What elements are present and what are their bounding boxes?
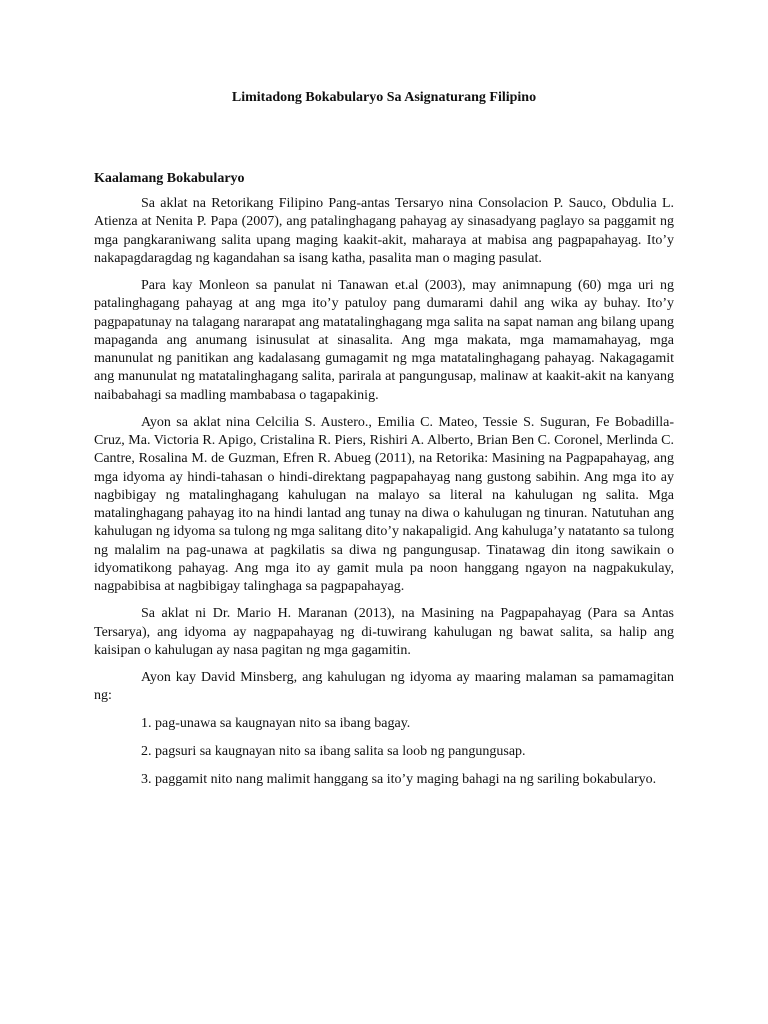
paragraph-minsberg: Ayon kay David Minsberg, ang kahulugan ng idyoma ay maaring malaman sa pamamagitan ng: [94, 670, 674, 704]
list-item: 2. pagsuri sa kaugnayan nito sa ibang salita sa loob ng pangungusap. [141, 743, 526, 759]
paragraph-austero-idyoma: Ayon sa aklat nina Celcilia S. Austero., Emilia C. Mateo, Tessie S. Suguran, Fe Bobadilla-Cruz, Ma. Victoria R. Apigo, Cristalina R. Piers, Rishiri A. Alberto, Brian Ben C. Coronel, Merlinda C. Cantre, Rosalina M. de Guzman, Efren R. Abueg (2011), na Retorika: Masining na Pagpapahayag, ang mga idyoma ay hindi-tahasan o hindi-direktang pagpapahayag nang gustong sabihin. Ang mga ito ay nagbibigay ng matalinghagang kahulugan na malayo sa literal na kahulugan ng salita. Mga matalinghagang pahayag ito na hindi lantad ang tunay na diwa o kahulugan ng tinuran. Natutuhan ang kahulugan ng idyoma sa tulong ng mga salitang dito’y nakapaligid. Ang kahuluga’y natatanto sa tulong ng malalim na pag-unawa at pagkilatis sa diwa ng pangungusap. Tinatawag din itong sawikain o idyomatikong pahayag. Ang mga ito ay gamit mula pa noon hanggang ngayon na nagpakukulay, nagpabibisa at nagbibigay talinghaga sa pagpapahayag. [94, 414, 674, 594]
document-body [94, 170, 674, 799]
document-title: Limitadong Bokabularyo Sa Asignaturang Filipino [231, 90, 537, 105]
list-item: 1. pag-unawa sa kaugnayan nito sa ibang bagay. [141, 715, 411, 731]
paragraph-maranan: Sa aklat ni Dr. Mario H. Maranan (2013), na Masining na Pagpapahayag (Para sa Antas Tersarya), ang idyoma ay nagpapahayag ng di-tuwirang kahulugan ng bawat salita, sa halip ang kaisipan o kahulugan ay nasa pagitan ng mga gagamitin. [94, 606, 674, 658]
paragraph-monleon: Para kay Monleon sa panulat ni Tanawan et.al (2003), may animnapung (60) mga uri ng patalinghagang pahayag at ang mga ito’y patuloy pang dumarami dahil ang wika ay buhay. Ito’y pagpapatunay na talagang nararapat ang matatalinghagang mga salita na sapat naman ang bilang upang mapaganda ang anumang isinusulat at sinasalita. Ang mga makata, mga mamamahayag, mga manunulat ng panitikan ang kadalasang gumagamit ng mga matatalinghagang pahayag. Nakagagamit ang manunulat ng matatalinghagang salita, parirala at pangungusap, malinaw at kaakit-akit na kanyang naibabahagi sa madling mambabasa o tagapakinig. [94, 278, 674, 403]
paragraph-sauco-definition: Sa aklat na Retorikang Filipino Pang-antas Tersaryo nina Consolacion P. Sauco, Obdulia L. Atienza at Nenita P. Papa (2007), ang patalinghagang pahayag ay sinasadyang paglayo sa paggamit ng mga pangkaraniwang salita upang maging kaakit-akit, maharaya at mabisa ang pagpapahayag. Ito’y nakapagdaragdag ng kagandahan sa isang katha, pasalita man o maging pasulat. [94, 196, 674, 266]
section-heading: Kaalamang Bokabularyo [94, 171, 245, 186]
list-item: 3. paggamit nito nang malimit hanggang sa ito’y maging bahagi na ng sariling bokabularyo. [141, 772, 657, 787]
